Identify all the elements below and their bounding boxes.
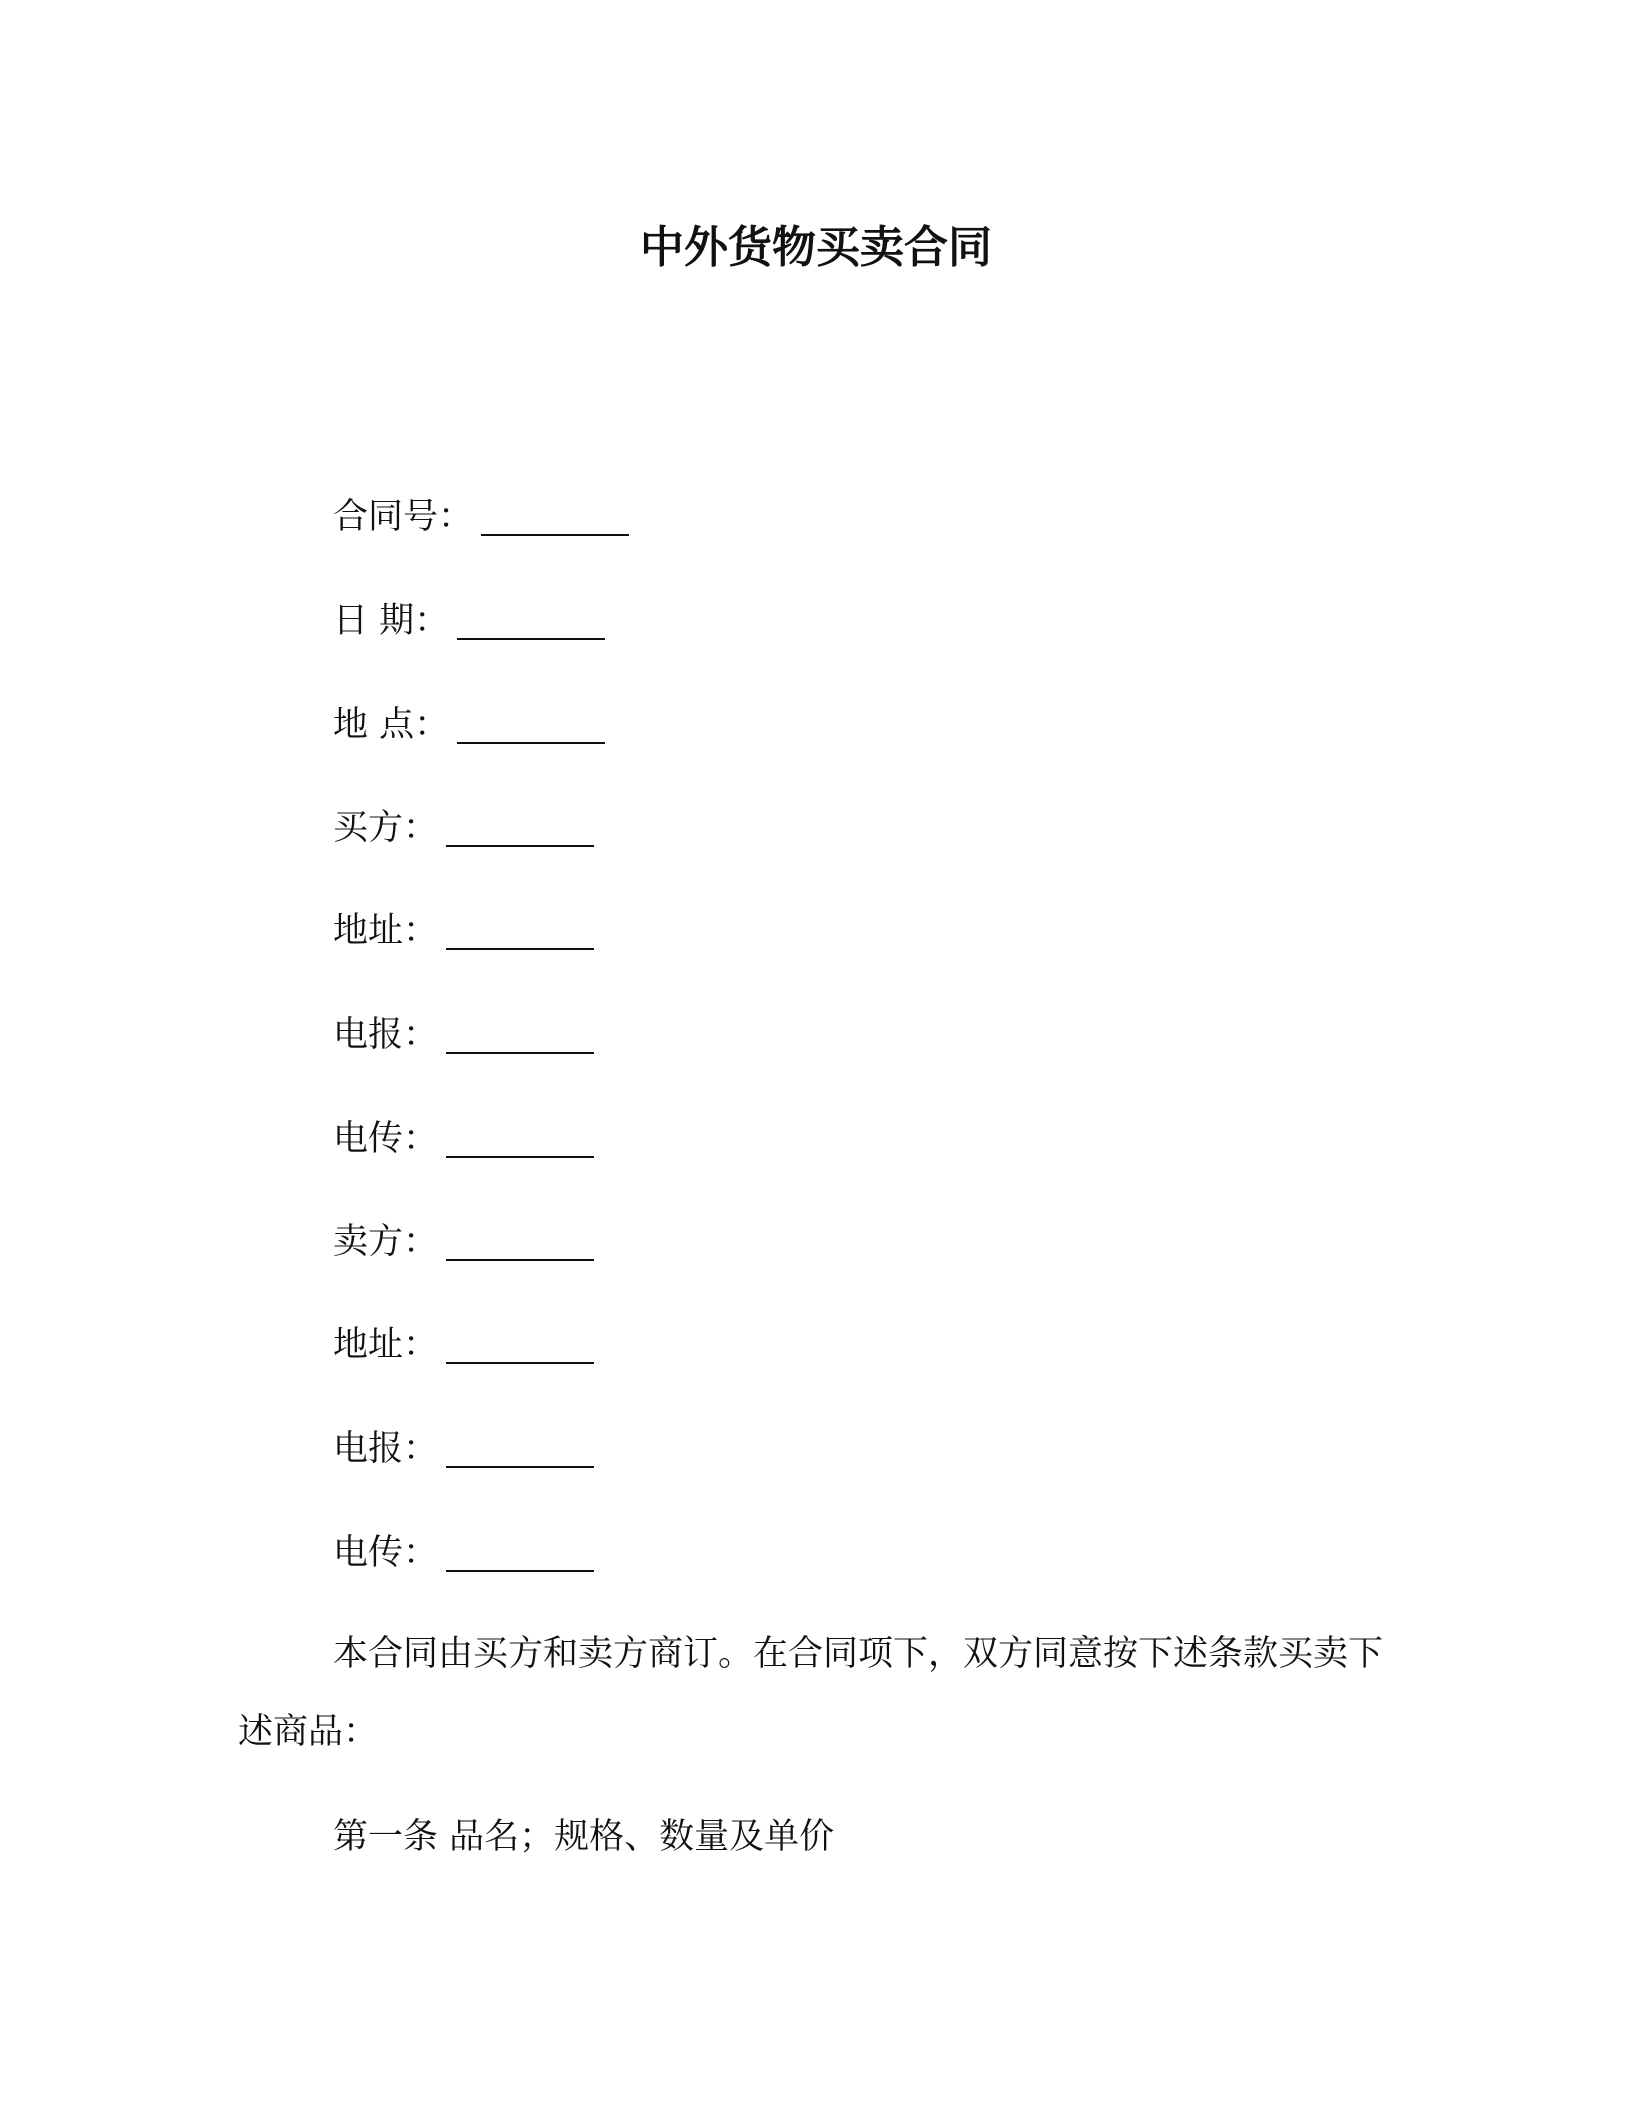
field-label: 地址： bbox=[333, 911, 439, 951]
field-seller-telex bbox=[333, 1528, 594, 1578]
field-label: 日 期： bbox=[333, 601, 450, 641]
blank-line bbox=[481, 494, 629, 536]
article-heading: 第一条 品名；规格、数量及单价 bbox=[333, 1817, 835, 1857]
blank-line bbox=[446, 1012, 594, 1054]
intro-paragraph: 本合同由买方和卖方商订。在合同项下，双方同意按下述条款买卖下述商品： bbox=[238, 1634, 1384, 1752]
field-label: 电报： bbox=[333, 1015, 439, 1055]
blank-line bbox=[446, 1530, 594, 1572]
field-contract-number bbox=[333, 492, 629, 542]
blank-line bbox=[457, 598, 605, 640]
field-label: 电传： bbox=[333, 1533, 439, 1573]
field-seller bbox=[333, 1217, 594, 1267]
blank-line bbox=[446, 1116, 594, 1158]
field-seller-telegram bbox=[333, 1424, 594, 1474]
field-label: 合同号： bbox=[333, 497, 474, 537]
field-label: 卖方： bbox=[333, 1222, 439, 1262]
blank-line bbox=[457, 702, 605, 744]
blank-line bbox=[446, 908, 594, 950]
field-label: 地 点： bbox=[333, 705, 450, 745]
field-buyer-telex bbox=[333, 1114, 594, 1164]
blank-line bbox=[446, 1322, 594, 1364]
document-title: 中外货物买卖合同 bbox=[640, 222, 992, 273]
blank-line bbox=[446, 1219, 594, 1261]
blank-line bbox=[446, 805, 594, 847]
field-buyer bbox=[333, 803, 594, 853]
blank-line bbox=[446, 1426, 594, 1468]
field-label: 电传： bbox=[333, 1119, 439, 1159]
field-buyer-telegram bbox=[333, 1010, 594, 1060]
field-label: 电报： bbox=[333, 1429, 439, 1469]
field-label: 买方： bbox=[333, 808, 439, 848]
field-seller-address bbox=[333, 1320, 594, 1370]
field-location bbox=[333, 700, 605, 750]
field-date bbox=[333, 596, 605, 646]
field-buyer-address bbox=[333, 906, 594, 956]
field-label: 地址： bbox=[333, 1325, 439, 1365]
